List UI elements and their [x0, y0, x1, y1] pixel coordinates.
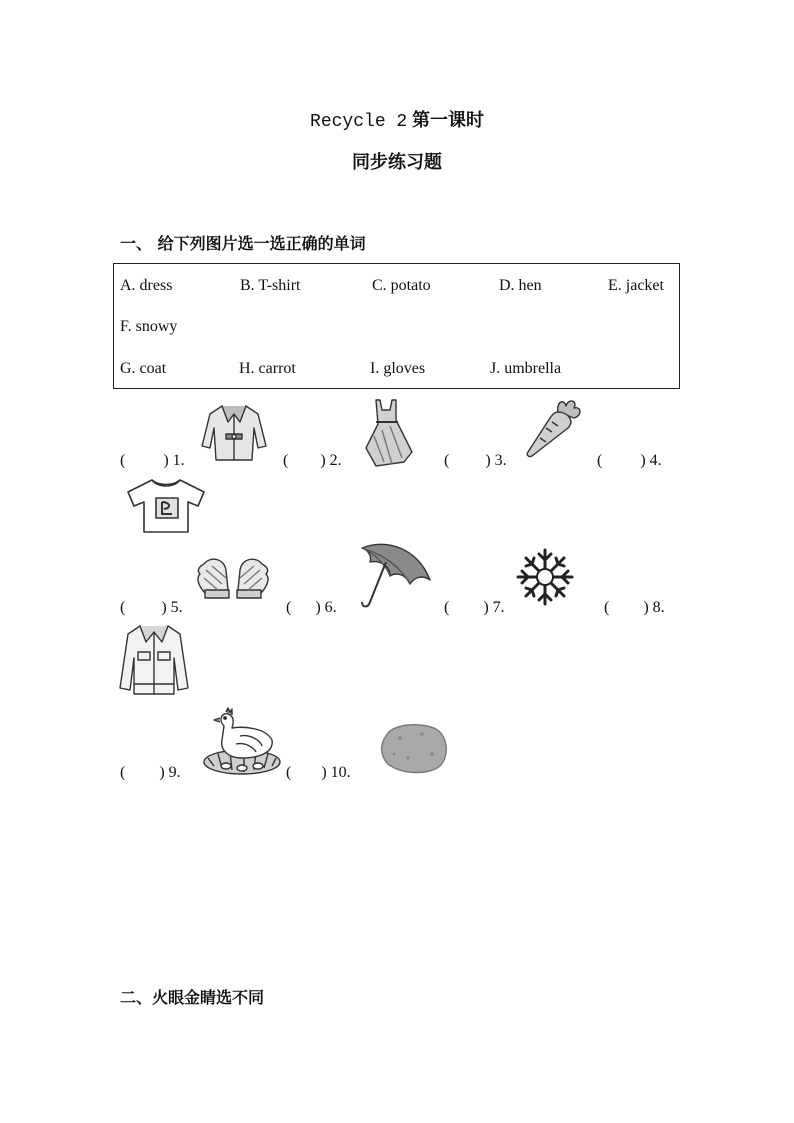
carrot-icon [526, 396, 584, 460]
question-7: ( ) 7. [444, 599, 505, 616]
option-a: A. dress [120, 277, 173, 294]
option-g: G. coat [120, 360, 167, 377]
question-5: ( ) 5. [120, 599, 183, 616]
word-bank [113, 263, 680, 389]
gloves-icon [194, 556, 272, 604]
question-8: ( ) 8. [604, 599, 665, 616]
question-9: ( ) 9. [120, 764, 181, 781]
t-shirt-icon [124, 476, 208, 534]
jacket-icon [118, 622, 190, 698]
title-english: Recycle 2 [310, 112, 408, 132]
hen-icon [200, 706, 284, 778]
option-i: I. gloves [370, 360, 426, 377]
question-10: ( ) 10. [286, 764, 351, 781]
option-j: J. umbrella [490, 360, 562, 377]
question-6: ( ) 6. [286, 599, 337, 616]
section-1-heading: 一、 给下列图片选一选正确的单词 [120, 234, 366, 253]
page-title [0, 106, 794, 132]
dress-icon [360, 396, 424, 468]
question-1: ( ) 1. [120, 452, 185, 469]
option-d: D. hen [499, 277, 542, 294]
question-3: ( ) 3. [444, 452, 507, 469]
question-4: ( ) 4. [597, 452, 662, 469]
option-b: B. T-shirt [240, 277, 301, 294]
option-e: E. jacket [608, 277, 664, 294]
option-f: F. snowy [120, 318, 178, 335]
umbrella-icon [356, 540, 434, 612]
coat-icon [196, 402, 272, 464]
snowflake-icon [514, 546, 576, 608]
title-chinese: 第一课时 [411, 110, 484, 131]
question-2: ( ) 2. [283, 452, 342, 469]
option-h: H. carrot [239, 360, 296, 377]
option-c: C. potato [372, 277, 431, 294]
page-subtitle: 同步练习题 [352, 152, 442, 173]
section-2-heading: 二、火眼金睛选不同 [120, 988, 265, 1007]
potato-icon [378, 720, 450, 776]
